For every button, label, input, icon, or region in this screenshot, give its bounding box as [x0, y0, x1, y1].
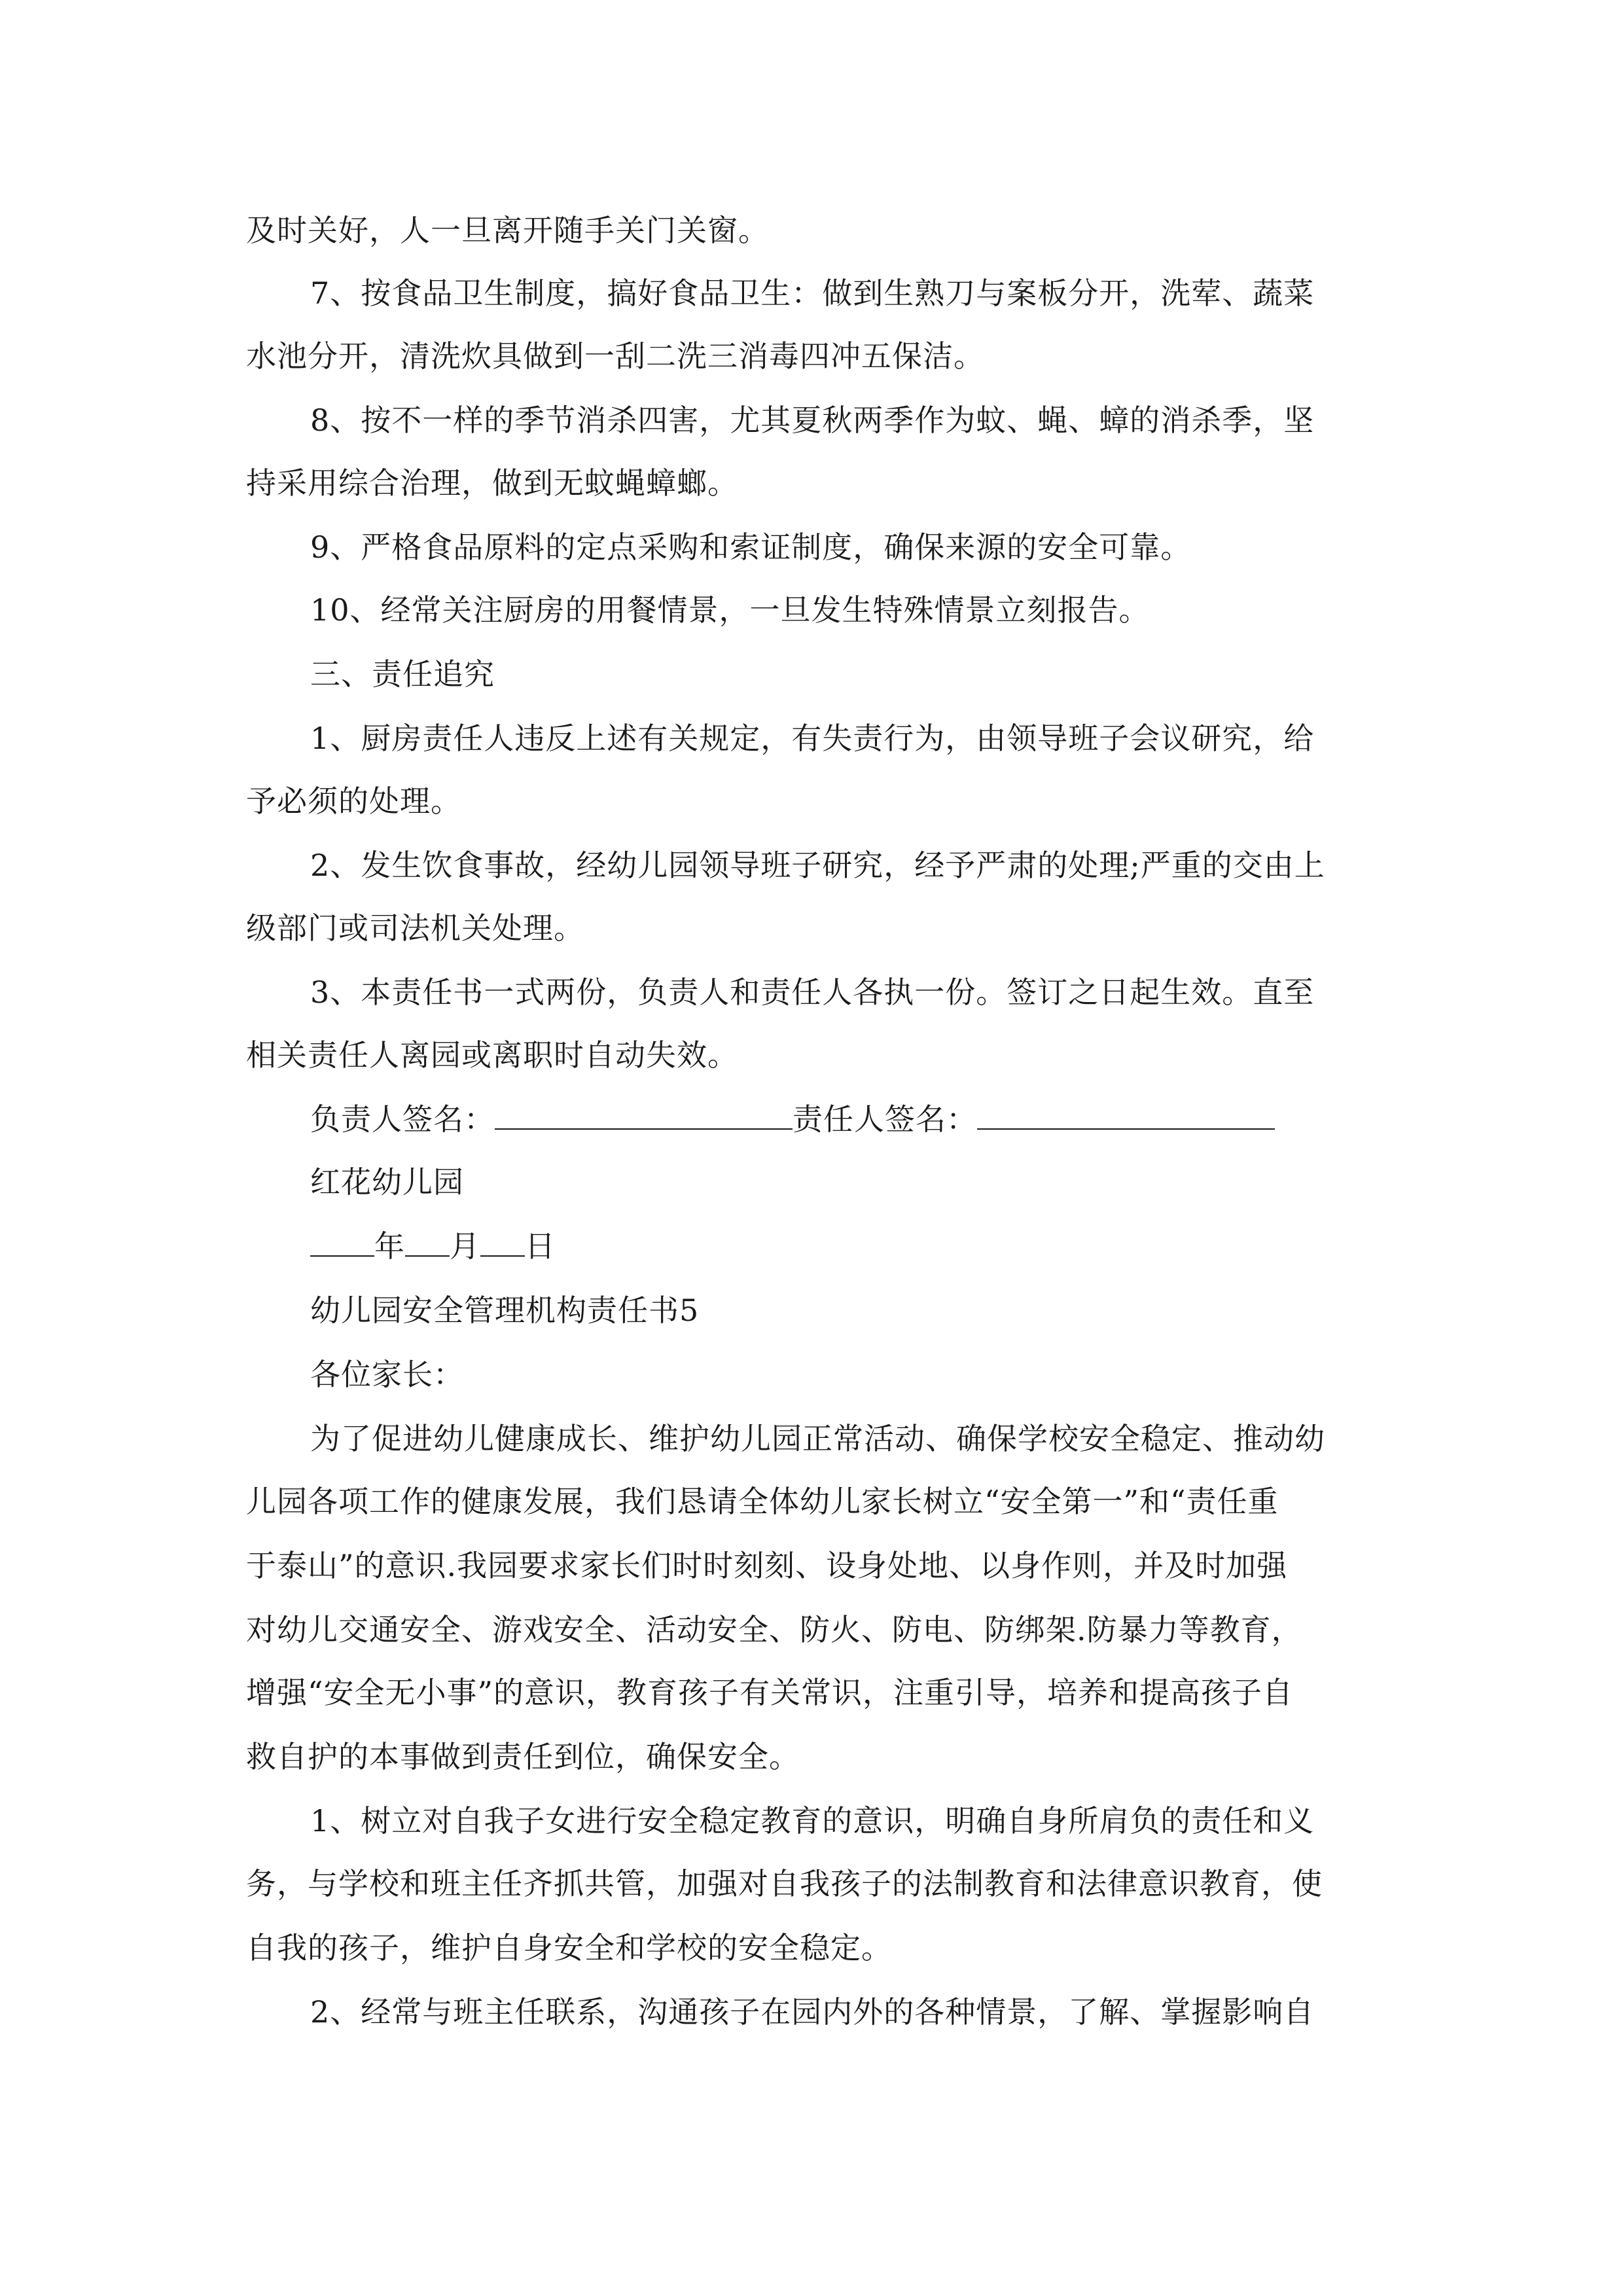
text-line: 级部门或司法机关处理。 — [246, 910, 584, 946]
org-name: 红花幼儿园 — [310, 1164, 464, 1200]
signature-row — [310, 1100, 1442, 1139]
year-label: 年 — [374, 1229, 405, 1264]
text-line: 1、树立对自我子女进行安全稳定教育的意识，明确自身所肩负的责任和义 — [310, 1803, 1315, 1839]
text-line: 儿园各项工作的健康发展，我们恳请全体幼儿家长树立“安全第一”和“责任重 — [246, 1484, 1279, 1519]
text-line: 增强“安全无小事”的意识，教育孩子有关常识，注重引导，培养和提高孩子自 — [246, 1675, 1294, 1710]
section-heading: 三、责任追究 — [310, 656, 495, 692]
text-line: 予必须的处理。 — [246, 783, 461, 819]
day-field[interactable] — [480, 1227, 525, 1257]
text-line: 8、按不一样的季节消杀四害，尤其夏秋两季作为蚊、蝇、蟑的消杀季，坚 — [310, 403, 1315, 438]
document-title: 幼儿园安全管理机构责任书5 — [310, 1293, 700, 1328]
year-field[interactable] — [310, 1227, 374, 1257]
text-line: 及时关好，人一旦离开随手关门关窗。 — [246, 213, 769, 248]
text-line: 9、严格食品原料的定点采购和索证制度，确保来源的安全可靠。 — [310, 529, 1192, 565]
text-line: 3、本责任书一式两份，负责人和责任人各执一份。签订之日起生效。直至 — [310, 975, 1315, 1010]
day-label: 日 — [525, 1229, 556, 1264]
text-line: 2、发生饮食事故，经幼儿园领导班子研究，经予严肃的处理;严重的交由上 — [310, 848, 1325, 883]
responsible-signature-label: 责任人签名： — [793, 1102, 977, 1137]
month-field[interactable] — [405, 1227, 450, 1257]
text-line: 10、经常关注厨房的用餐情景，一旦发生特殊情景立刻报告。 — [310, 592, 1150, 628]
text-line: 持采用综合治理，做到无蚊蝇蟑螂。 — [246, 465, 738, 501]
salutation: 各位家长： — [310, 1357, 464, 1392]
text-line: 7、按食品卫生制度，搞好食品卫生：做到生熟刀与案板分开，洗荤、蔬菜 — [310, 276, 1315, 311]
text-line: 救自护的本事做到责任到位，确保安全。 — [246, 1739, 800, 1774]
text-line: 水池分开，清洗炊具做到一刮二洗三消毒四冲五保洁。 — [246, 338, 984, 374]
text-line: 2、经常与班主任联系，沟通孩子在园内外的各种情景，了解、掌握影响自 — [310, 1994, 1315, 2030]
text-line: 自我的孩子，维护自身安全和学校的安全稳定。 — [246, 1930, 892, 1965]
leader-signature-label: 负责人签名： — [310, 1102, 495, 1137]
leader-signature-field[interactable] — [495, 1100, 793, 1130]
text-line: 1、厨房责任人违反上述有关规定，有失责行为，由领导班子会议研究，给 — [310, 721, 1315, 756]
text-line: 对幼儿交通安全、游戏安全、活动安全、防火、防电、防绑架.防暴力等教育， — [246, 1612, 1302, 1647]
text-line: 于泰山”的意识.我园要求家长们时时刻刻、设身处地、以身作则，并及时加强 — [246, 1548, 1288, 1583]
text-line: 相关责任人离园或离职时自动失效。 — [246, 1037, 738, 1073]
text-line: 为了促进幼儿健康成长、维护幼儿园正常活动、确保学校安全稳定、推动幼 — [310, 1421, 1325, 1456]
month-label: 月 — [450, 1229, 480, 1264]
text-line: 务，与学校和班主任齐抓共管，加强对自我孩子的法制教育和法律意识教育，使 — [246, 1866, 1323, 1901]
date-row — [310, 1227, 1442, 1266]
responsible-signature-field[interactable] — [977, 1100, 1275, 1130]
